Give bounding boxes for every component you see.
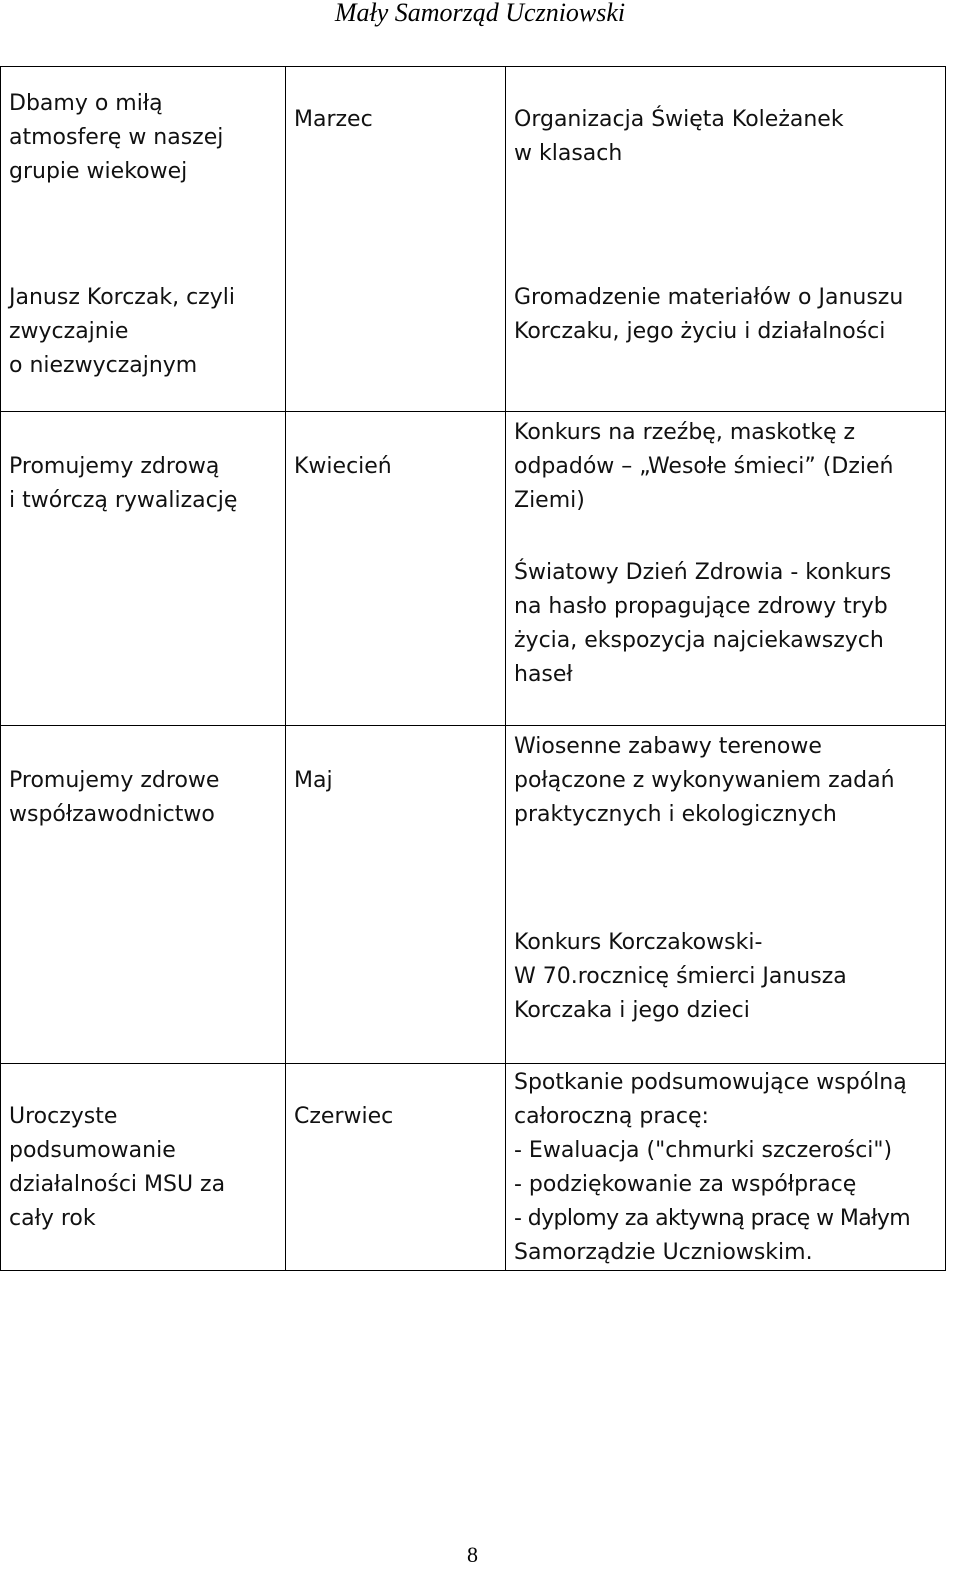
page-number: 8	[467, 1542, 478, 1567]
month-cell	[286, 412, 506, 726]
goal-line: Janusz Korczak, czyli	[9, 284, 235, 310]
goal-line: Promujemy zdrowe	[9, 768, 220, 793]
month-label: Kwiecień	[294, 454, 392, 479]
month-cell	[286, 726, 506, 1064]
month-cell	[286, 67, 506, 209]
activity-line: Samorządzie Uczniowskim.	[514, 1240, 813, 1265]
activity-line: - dyplomy za aktywną pracę w Małym	[514, 1206, 911, 1231]
activity-line: połączone z wykonywaniem zadań	[514, 768, 895, 793]
goal-line: Dbamy o miłą	[9, 90, 163, 116]
table-row	[1, 726, 946, 1064]
activity-line: Korczaka i jego dzieci	[514, 998, 750, 1023]
goal-line: Promujemy zdrową	[9, 454, 220, 479]
goal-cell	[1, 726, 286, 1064]
goal-line: podsumowanie	[9, 1138, 176, 1163]
activity-line: Gromadzenie materiałów o Januszu	[514, 284, 904, 310]
activity-line: praktycznych i ekologicznych	[514, 802, 837, 827]
table-row	[1, 209, 946, 412]
table-row	[1, 1064, 946, 1271]
activity-line: całoroczną pracę:	[514, 1104, 709, 1129]
goal-cell	[1, 1064, 286, 1271]
goal-line: zwyczajnie	[9, 318, 129, 344]
activity-cell	[506, 412, 946, 726]
spacer	[514, 832, 937, 926]
document-title: Mały Samorząd Uczniowski	[334, 0, 626, 27]
activity-line: - podziękowanie za współpracę	[514, 1172, 857, 1197]
goal-line: współzawodnictwo	[9, 802, 215, 827]
goal-line: cały rok	[9, 1206, 96, 1231]
activity-cell	[506, 726, 946, 1064]
table-row	[1, 412, 946, 726]
activity-line: Wiosenne zabawy terenowe	[514, 734, 822, 759]
goal-line: działalności MSU za	[9, 1172, 226, 1197]
month-label: Marzec	[294, 107, 373, 132]
activity-cell	[506, 209, 946, 412]
activity-line: - Ewaluacja ("chmurki szczerości")	[514, 1138, 893, 1163]
activity-line: Konkurs na rzeźbę, maskotkę z	[514, 420, 856, 445]
goal-cell	[1, 209, 286, 412]
activity-cell	[506, 1064, 946, 1271]
month-cell	[286, 209, 506, 412]
month-label: Czerwiec	[294, 1104, 394, 1129]
activity-line: życia, ekspozycja najciekawszych	[514, 628, 884, 653]
activity-line: w klasach	[514, 141, 623, 166]
activity-line: Konkurs Korczakowski-	[514, 930, 763, 955]
goal-cell	[1, 412, 286, 726]
activity-line: Korczaku, jego życiu i działalności	[514, 318, 886, 344]
activity-line: Ziemi)	[514, 488, 585, 513]
activity-line: haseł	[514, 662, 573, 687]
goal-line: Uroczyste	[9, 1104, 118, 1129]
activity-line: Światowy Dzień Zdrowia - konkurs	[514, 560, 892, 585]
goal-line: o niezwyczajnym	[9, 352, 198, 378]
goal-line: atmosferę w naszej	[9, 124, 224, 150]
month-cell	[286, 1064, 506, 1271]
month-label: Maj	[294, 768, 333, 793]
activity-line: odpadów – „Wesołe śmieci” (Dzień	[514, 454, 894, 479]
activity-line: na hasło propagujące zdrowy tryb	[514, 594, 888, 619]
activity-plan-table	[0, 66, 946, 1271]
goal-line: i twórczą rywalizację	[9, 488, 238, 513]
activity-cell	[506, 67, 946, 209]
activity-line: W 70.rocznicę śmierci Janusza	[514, 964, 847, 989]
table-row	[1, 67, 946, 209]
goal-line: grupie wiekowej	[9, 158, 188, 184]
spacer	[514, 518, 937, 556]
goal-cell	[1, 67, 286, 209]
activity-line: Spotkanie podsumowujące wspólną	[514, 1070, 907, 1095]
activity-line: Organizacja Święta Koleżanek	[514, 107, 844, 132]
